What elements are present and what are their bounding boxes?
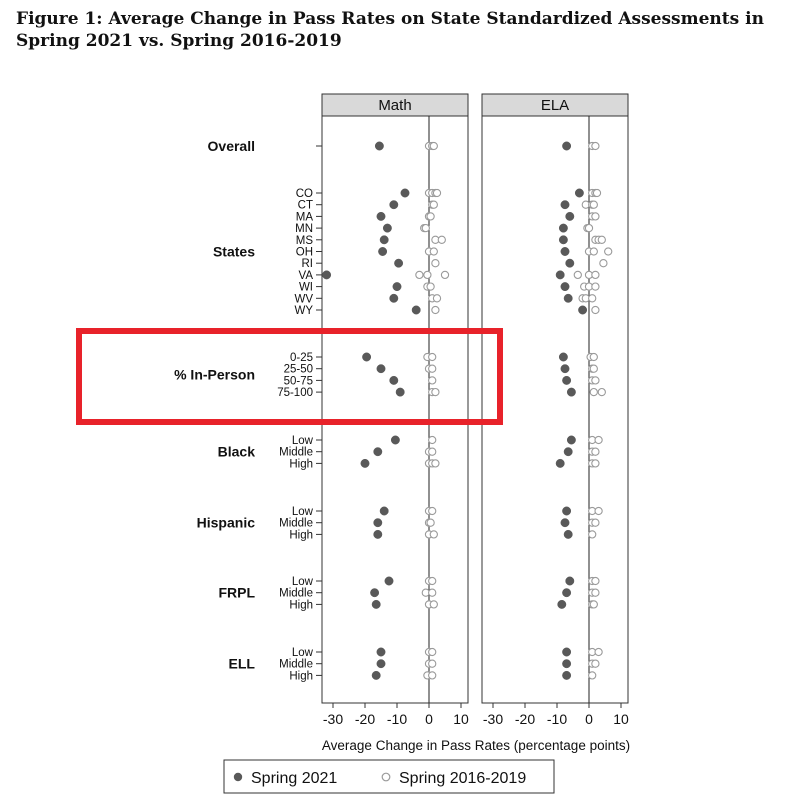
marker-spring-2016-2019 (429, 436, 436, 443)
marker-spring-2016-2019 (430, 601, 437, 608)
row-label: High (289, 599, 313, 612)
row-label: MA (295, 211, 313, 224)
row-label: 50-75 (283, 375, 313, 388)
marker-spring-2016-2019 (592, 589, 599, 596)
marker-spring-2021 (564, 530, 572, 538)
marker-spring-2021 (559, 353, 567, 361)
marker-spring-2021 (380, 236, 388, 244)
marker-spring-2016-2019 (416, 271, 423, 278)
marker-spring-2021 (564, 294, 572, 302)
marker-spring-2016-2019 (427, 213, 434, 220)
group-label: Hispanic (196, 514, 255, 531)
marker-spring-2016-2019 (430, 531, 437, 538)
marker-spring-2016-2019 (592, 271, 599, 278)
legend-label-spring-2016-2019: Spring 2016-2019 (399, 770, 527, 787)
marker-spring-2016-2019 (429, 365, 436, 372)
marker-spring-2021 (377, 212, 385, 220)
marker-spring-2021 (562, 671, 570, 679)
marker-spring-2021 (391, 436, 399, 444)
group-label: Overall (207, 138, 255, 154)
marker-spring-2021 (374, 530, 382, 538)
marker-spring-2021 (361, 459, 369, 467)
group-label: States (212, 243, 255, 260)
marker-spring-2016-2019 (598, 236, 605, 243)
marker-spring-2016-2019 (422, 225, 429, 232)
marker-spring-2016-2019 (427, 519, 434, 526)
group-label: % In-Person (174, 366, 255, 383)
marker-spring-2016-2019 (574, 271, 581, 278)
marker-spring-2016-2019 (429, 377, 436, 384)
x-tick-label: -30 (482, 711, 504, 727)
row-label: WI (298, 281, 313, 294)
marker-spring-2021 (561, 282, 569, 290)
marker-spring-2016-2019 (590, 389, 597, 396)
x-tick-label: 10 (613, 711, 629, 727)
marker-spring-2021 (362, 353, 370, 361)
marker-spring-2021 (562, 142, 570, 150)
marker-spring-2016-2019 (433, 189, 440, 196)
x-tick-label: 10 (453, 711, 469, 727)
marker-spring-2016-2019 (429, 660, 436, 667)
panel-title-math: Math (378, 97, 412, 114)
marker-spring-2021 (401, 189, 409, 197)
marker-spring-2021 (390, 294, 398, 302)
row-label: WV (294, 293, 313, 306)
row-label: 75-100 (277, 387, 313, 400)
x-axis-label: Average Change in Pass Rates (percentage points) (321, 738, 631, 753)
marker-spring-2021 (562, 648, 570, 656)
row-label: WY (294, 305, 313, 317)
row-label: Middle (279, 517, 313, 530)
legend-marker-spring-2016-2019 (382, 773, 390, 781)
x-tick-label: -20 (514, 711, 536, 727)
marker-spring-2021 (375, 142, 383, 150)
marker-spring-2016-2019 (429, 577, 436, 584)
marker-spring-2016-2019 (592, 377, 599, 384)
x-tick-label: -10 (386, 711, 408, 727)
row-label: High (289, 670, 313, 683)
row-label: Middle (279, 658, 313, 671)
group-label: FRPL (218, 584, 255, 601)
marker-spring-2021 (396, 388, 404, 396)
marker-spring-2021 (377, 365, 385, 373)
marker-spring-2021 (561, 201, 569, 209)
row-label: 25-50 (283, 363, 313, 376)
marker-spring-2021 (377, 648, 385, 656)
marker-spring-2016-2019 (592, 519, 599, 526)
marker-spring-2016-2019 (430, 201, 437, 208)
marker-spring-2016-2019 (592, 577, 599, 584)
marker-spring-2021 (559, 224, 567, 232)
marker-spring-2016-2019 (592, 213, 599, 220)
legend-label-spring-2021: Spring 2021 (251, 770, 338, 787)
marker-spring-2016-2019 (595, 648, 602, 655)
marker-spring-2021 (559, 236, 567, 244)
x-tick-label: -10 (546, 711, 568, 727)
marker-spring-2021 (567, 388, 575, 396)
marker-spring-2016-2019 (432, 460, 439, 467)
marker-spring-2021 (562, 660, 570, 668)
marker-spring-2021 (562, 589, 570, 597)
x-tick-label: 0 (425, 711, 433, 727)
row-label: 0-25 (289, 352, 313, 364)
row-label: CO (295, 188, 313, 200)
marker-spring-2016-2019 (430, 248, 437, 255)
group-label: ELL (228, 655, 255, 672)
marker-spring-2021 (561, 365, 569, 373)
row-label: Low (291, 506, 313, 518)
marker-spring-2016-2019 (590, 248, 597, 255)
x-tick-label: -20 (354, 711, 376, 727)
marker-spring-2021 (558, 600, 566, 608)
marker-spring-2016-2019 (592, 660, 599, 667)
marker-spring-2016-2019 (590, 601, 597, 608)
marker-spring-2016-2019 (433, 295, 440, 302)
marker-spring-2016-2019 (438, 236, 445, 243)
marker-spring-2021 (567, 436, 575, 444)
marker-spring-2016-2019 (598, 389, 605, 396)
marker-spring-2021 (566, 259, 574, 267)
panel-title-ela: ELA (540, 97, 570, 114)
marker-spring-2016-2019 (595, 436, 602, 443)
row-label: Low (291, 647, 313, 659)
marker-spring-2021 (566, 577, 574, 585)
marker-spring-2021 (412, 306, 420, 314)
marker-spring-2016-2019 (590, 353, 597, 360)
marker-spring-2016-2019 (589, 672, 596, 679)
marker-spring-2021 (322, 271, 330, 279)
row-label: High (289, 458, 313, 471)
marker-spring-2021 (380, 507, 388, 515)
marker-spring-2021 (377, 660, 385, 668)
marker-spring-2021 (562, 376, 570, 384)
row-label: Middle (279, 446, 313, 459)
marker-spring-2021 (370, 589, 378, 597)
figure-title-line-2: Spring 2021 vs. Spring 2016-2019 (16, 31, 342, 51)
marker-spring-2021 (566, 212, 574, 220)
marker-spring-2016-2019 (427, 283, 434, 290)
row-label: VA (298, 269, 313, 282)
marker-spring-2021 (556, 459, 564, 467)
marker-spring-2016-2019 (429, 672, 436, 679)
marker-spring-2016-2019 (424, 271, 431, 278)
marker-spring-2021 (564, 448, 572, 456)
group-label: Black (217, 443, 255, 460)
marker-spring-2021 (372, 671, 380, 679)
marker-spring-2021 (374, 448, 382, 456)
marker-spring-2021 (374, 519, 382, 527)
marker-spring-2021 (578, 306, 586, 314)
marker-spring-2021 (390, 376, 398, 384)
x-tick-label: -30 (322, 711, 344, 727)
marker-spring-2016-2019 (600, 260, 607, 267)
marker-spring-2016-2019 (605, 248, 612, 255)
legend-marker-spring-2021 (234, 773, 242, 781)
marker-spring-2016-2019 (593, 189, 600, 196)
marker-spring-2021 (561, 247, 569, 255)
marker-spring-2021 (385, 577, 393, 585)
marker-spring-2021 (383, 224, 391, 232)
row-label: Low (291, 576, 313, 588)
marker-spring-2021 (393, 282, 401, 290)
row-label: MS (295, 234, 313, 247)
marker-spring-2021 (561, 519, 569, 527)
marker-spring-2016-2019 (429, 589, 436, 596)
marker-spring-2021 (394, 259, 402, 267)
marker-spring-2016-2019 (592, 460, 599, 467)
row-label: OH (295, 246, 313, 259)
marker-spring-2016-2019 (592, 142, 599, 149)
marker-spring-2016-2019 (589, 531, 596, 538)
marker-spring-2016-2019 (590, 201, 597, 208)
marker-spring-2016-2019 (585, 225, 592, 232)
marker-spring-2016-2019 (430, 142, 437, 149)
marker-spring-2016-2019 (432, 260, 439, 267)
marker-spring-2021 (562, 507, 570, 515)
x-tick-label: 0 (585, 711, 593, 727)
marker-spring-2021 (556, 271, 564, 279)
panel-frame-ela (482, 116, 628, 703)
row-label: Low (291, 435, 313, 447)
marker-spring-2016-2019 (595, 507, 602, 514)
marker-spring-2016-2019 (429, 648, 436, 655)
marker-spring-2016-2019 (590, 365, 597, 372)
marker-spring-2016-2019 (592, 306, 599, 313)
marker-spring-2021 (378, 247, 386, 255)
marker-spring-2016-2019 (429, 353, 436, 360)
row-label: High (289, 529, 313, 542)
marker-spring-2021 (575, 189, 583, 197)
marker-spring-2016-2019 (589, 295, 596, 302)
marker-spring-2021 (390, 201, 398, 209)
row-label: Middle (279, 587, 313, 600)
row-label: RI (301, 258, 313, 271)
row-label: CT (297, 199, 313, 212)
marker-spring-2016-2019 (429, 448, 436, 455)
marker-spring-2021 (372, 600, 380, 608)
marker-spring-2016-2019 (441, 271, 448, 278)
marker-spring-2016-2019 (432, 389, 439, 396)
figure-title-line-1: Figure 1: Average Change in Pass Rates on State Standardized Assessments in (16, 9, 764, 29)
marker-spring-2016-2019 (592, 283, 599, 290)
marker-spring-2016-2019 (432, 306, 439, 313)
row-label: MN (295, 223, 313, 236)
marker-spring-2016-2019 (429, 507, 436, 514)
marker-spring-2016-2019 (592, 448, 599, 455)
